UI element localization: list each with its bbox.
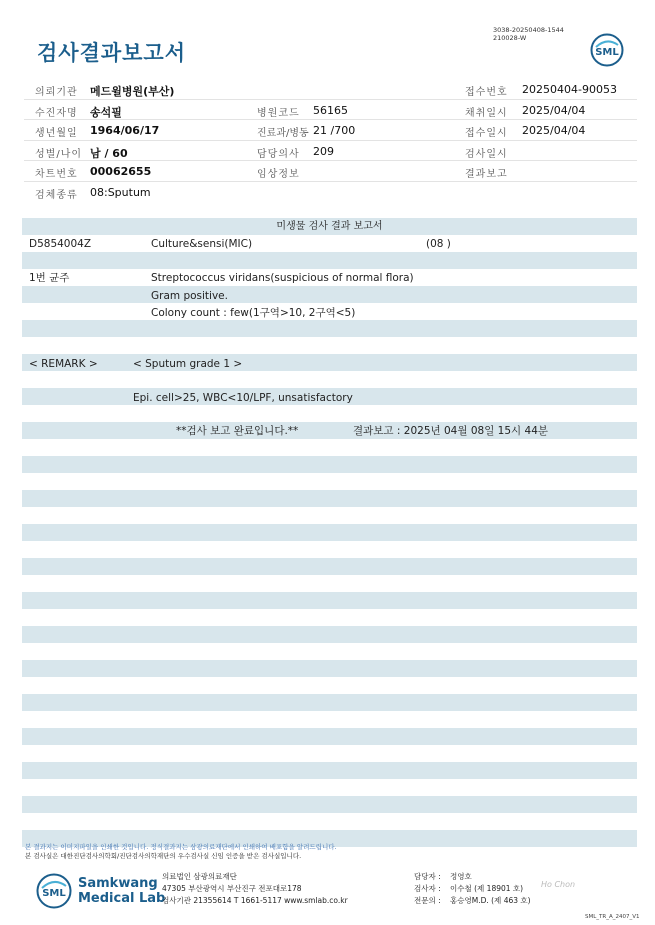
test-spec: (08 ) xyxy=(426,238,451,250)
gram-stain: Gram positive. xyxy=(151,290,228,302)
stripe xyxy=(22,592,637,609)
form-code: SML_TR_A_2407_V1 xyxy=(585,914,640,920)
stripe xyxy=(22,354,637,371)
organism-label: 1번 균주 xyxy=(29,272,70,284)
info-row xyxy=(24,120,637,141)
sml-footer-logo-icon xyxy=(36,873,72,909)
clinical-label: 임상정보 xyxy=(257,169,300,180)
patient-value: 송석필 xyxy=(90,105,122,119)
test-code: D5854004Z xyxy=(29,238,92,250)
stripe xyxy=(22,558,637,575)
stripe xyxy=(22,456,637,473)
dept-value: 21 /700 xyxy=(313,124,356,137)
sml-logo-icon xyxy=(590,33,624,67)
receipt-date-value: 2025/04/04 xyxy=(522,124,586,137)
stripe xyxy=(22,286,637,303)
section-title: 미생물 검사 결과 보고서 xyxy=(276,221,383,232)
stripe xyxy=(22,626,637,643)
receipt-date-label: 접수일시 xyxy=(465,128,508,139)
svg-text:SML: SML xyxy=(42,888,66,899)
sex-age-value: 남 / 60 xyxy=(90,146,128,160)
brand-line-1: Samkwang xyxy=(78,876,158,891)
stripe xyxy=(22,694,637,711)
birth-value: 1964/06/17 xyxy=(90,124,160,137)
collect-date-value: 2025/04/04 xyxy=(522,103,586,117)
patient-label: 수진자명 xyxy=(35,107,78,119)
stripe xyxy=(22,320,637,337)
organism-name: Streptococcus viridans(suspicious of normal flora) xyxy=(151,272,414,284)
document-id-line-2: 210028-W xyxy=(493,34,527,42)
hospital-code-label: 병원코드 xyxy=(257,107,300,119)
stripe xyxy=(22,252,637,269)
chart-value: 00062655 xyxy=(90,165,152,178)
report-label: 결과보고 xyxy=(465,169,508,180)
signature: Ho Chon xyxy=(541,880,576,889)
stripe xyxy=(22,762,637,779)
brand-name xyxy=(78,876,165,906)
notice-certification: 본 검사실은 대한진단검사의학회/진단검사의학재단의 우수검사실 신임 인증을 받은 검사실입니다. xyxy=(25,852,302,860)
sex-age-label: 성별/나이 xyxy=(35,148,83,160)
stripe xyxy=(22,524,637,541)
patient-info-table xyxy=(24,79,637,202)
receipt-no-label: 접수번호 xyxy=(465,87,508,98)
birth-label: 생년월일 xyxy=(35,128,78,139)
info-row xyxy=(24,161,637,182)
specimen-label: 검체종류 xyxy=(35,189,78,201)
svg-text:SML: SML xyxy=(595,47,619,58)
remark-grade: < Sputum grade 1 > xyxy=(133,358,243,370)
brand-line-2: Medical Lab xyxy=(78,891,166,906)
remark-label: < REMARK > xyxy=(29,358,98,370)
org-name: 의료법인 삼광의료재단 xyxy=(162,872,237,881)
tester-value: 이수철 (제 18901 호) xyxy=(450,884,524,893)
hospital-code-value: 56165 xyxy=(313,103,348,117)
institution-label: 의뢰기관 xyxy=(35,87,78,98)
info-row xyxy=(24,141,637,162)
report-time: 결과보고 : 2025년 04월 08일 15시 44분 xyxy=(353,425,549,437)
collect-date-label: 채취일시 xyxy=(465,107,508,119)
info-row xyxy=(24,100,637,121)
info-row xyxy=(24,79,637,100)
notice-image-print: 본 결과지는 이미지파일을 인쇄한 것입니다. 정식결과지는 삼광의료재단에서 인쇄하여 배포함을 알려드립니다. xyxy=(25,843,337,851)
receipt-no-value: 20250404-90053 xyxy=(522,83,617,96)
specialist-label: 전문의 : xyxy=(414,896,441,905)
specialist-value: 홍승영M.D. (제 463 호) xyxy=(450,896,531,905)
org-address: 47305 부산광역시 부산진구 전포대로178 xyxy=(162,884,302,893)
test-name: Culture&sensi(MIC) xyxy=(151,238,253,250)
staff-label: 담당자 : xyxy=(414,872,441,881)
chart-label: 차트번호 xyxy=(35,169,78,180)
institution-value: 메드윌병원(부산) xyxy=(90,85,175,98)
stripe xyxy=(22,728,637,745)
stripe xyxy=(22,660,637,677)
remark-detail: Epi. cell>25, WBC<10/LPF, unsatisfactory xyxy=(133,392,353,404)
complete-message: **검사 보고 완료입니다.** xyxy=(176,425,299,437)
specimen-value: 08:Sputum xyxy=(90,185,151,199)
info-row xyxy=(24,182,637,203)
org-contact: 검사기관 21355614 T 1661-5117 www.smlab.co.kr xyxy=(162,896,348,905)
stripe xyxy=(22,796,637,813)
test-date-label: 검사일시 xyxy=(465,148,508,160)
tester-label: 검사자 : xyxy=(414,884,441,893)
colony-count: Colony count : few(1구역>10, 2구역<5) xyxy=(151,307,356,319)
doctor-label: 담당의사 xyxy=(257,148,300,160)
stripe xyxy=(22,490,637,507)
document-id-line-1: 3038-20250408-1544 xyxy=(493,26,564,34)
page-title: 검사결과보고서 xyxy=(37,41,187,65)
document-id xyxy=(493,26,564,42)
doctor-value: 209 xyxy=(313,144,334,158)
staff-value: 정영호 xyxy=(450,872,472,881)
dept-label: 진료과/병동 xyxy=(257,128,309,139)
